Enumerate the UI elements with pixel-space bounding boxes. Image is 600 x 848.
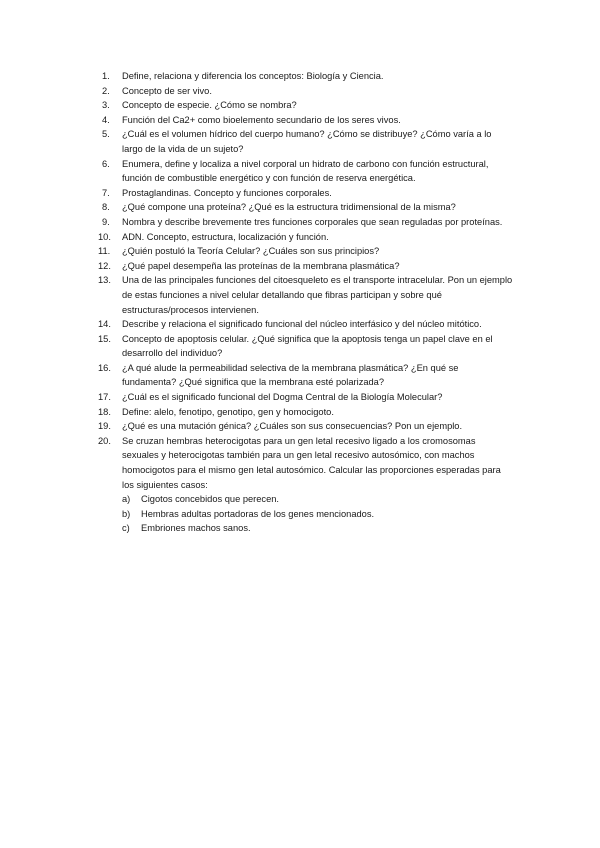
list-item: [0, 186, 600, 201]
item-text: Prostaglandinas. Concepto y funciones corporales.: [122, 187, 332, 198]
item-number: 5.: [102, 129, 110, 140]
item-text: Función del Ca2+ como bioelemento secundario de los seres vivos.: [122, 114, 401, 125]
list-item: [0, 113, 600, 128]
item-text: ¿Quién postuló la Teoría Celular? ¿Cuáles son sus principios?: [122, 246, 380, 257]
list-item: [0, 200, 600, 215]
item-number: 3.: [102, 100, 110, 111]
item-text: ¿Qué compone una proteína? ¿Qué es la estructura tridimensional de la misma?: [122, 202, 456, 213]
list-item: [0, 230, 600, 245]
item-number: 20.: [98, 435, 111, 446]
item-number: 8.: [102, 202, 110, 213]
item-text: ¿Qué papel desempeña las proteínas de la membrana plasmática?: [122, 260, 400, 271]
item-number: 16.: [98, 362, 111, 373]
item-number: 14.: [98, 319, 111, 330]
sub-case-letter: a): [122, 494, 131, 505]
sub-case-text: Hembras adultas portadoras de los genes mencionados.: [141, 508, 375, 519]
list-item: [0, 259, 600, 274]
item-number: 15.: [98, 333, 111, 344]
sub-case-item: [122, 507, 514, 522]
list-item: [0, 361, 600, 390]
list-item: [0, 419, 600, 434]
sub-case-letter: c): [122, 523, 130, 534]
item-number: 4.: [102, 114, 110, 125]
item-number: 18.: [98, 406, 111, 417]
list-item: [0, 273, 600, 317]
list-item: [0, 390, 600, 405]
item-number: 17.: [98, 392, 111, 403]
item-number: 2.: [102, 85, 110, 96]
list-item: [0, 69, 600, 84]
list-item: [0, 244, 600, 259]
question-list: [0, 69, 600, 536]
item-number: 13.: [98, 275, 111, 286]
item-text: Concepto de apoptosis celular. ¿Qué significa que la apoptosis tenga un papel clave en el desarrollo del individuo?: [122, 333, 493, 359]
list-item: [0, 215, 600, 230]
item-text: Define, relaciona y diferencia los conceptos: Biología y Ciencia.: [122, 71, 384, 81]
list-item: [0, 84, 600, 99]
item-text: Enumera, define y localiza a nivel corporal un hidrato de carbono con función estructural, función de combustible energético y con función de reserva energética.: [122, 158, 489, 184]
list-item: [0, 98, 600, 113]
sub-case-text: Cigotos concebidos que perecen.: [141, 494, 279, 505]
list-item: [0, 332, 600, 361]
item-number: 19.: [98, 421, 111, 432]
item-number: 6.: [102, 158, 110, 169]
item-text: Concepto de especie. ¿Cómo se nombra?: [122, 100, 297, 111]
item-number: 7.: [102, 187, 110, 198]
item-number: 11.: [98, 246, 111, 257]
item-number: 9.: [102, 216, 110, 227]
item-text: Una de las principales funciones del citoesqueleto es el transporte intracelular. Pon un ejemplo de estas funciones a nivel celular detallando que fibras participan y sobre qué estructuras/procesos intervienen.: [122, 275, 513, 315]
item-text: Define: alelo, fenotipo, genotipo, gen y homocigoto.: [122, 406, 334, 417]
item-number: 10.: [98, 231, 111, 242]
sub-case-list: [122, 492, 514, 536]
item-text: ¿Cuál es el significado funcional del Dogma Central de la Biología Molecular?: [122, 392, 443, 403]
item-number: 12.: [98, 260, 111, 271]
item-text: Describe y relaciona el significado funcional del núcleo interfásico y del núcleo mitótico.: [122, 319, 482, 330]
list-item: [0, 434, 600, 536]
item-text: Nombra y describe brevemente tres funciones corporales que sean reguladas por proteínas.: [122, 216, 503, 227]
list-item: [0, 127, 600, 156]
item-text: ¿Cuál es el volumen hídrico del cuerpo humano? ¿Cómo se distribuye? ¿Cómo varía a lo largo de la vida de un sujeto?: [122, 129, 492, 154]
sub-case-text: Embriones machos sanos.: [141, 523, 251, 534]
item-text: ¿A qué alude la permeabilidad selectiva de la membrana plasmática? ¿En qué se fundamenta? ¿Qué significa que la membrana esté polarizada?: [122, 362, 459, 388]
sub-case-item: [122, 492, 514, 507]
item-text: ¿Qué es una mutación génica? ¿Cuáles son sus consecuencias? Pon un ejemplo.: [122, 421, 463, 432]
list-item: [0, 317, 600, 332]
item-text: ADN. Concepto, estructura, localización y función.: [122, 231, 329, 242]
list-item: [0, 157, 600, 186]
item-text: Concepto de ser vivo.: [122, 85, 212, 96]
sub-case-letter: b): [122, 508, 131, 519]
item-number: 1.: [102, 71, 110, 81]
list-item: [0, 405, 600, 420]
item-text: Se cruzan hembras heterocigotas para un gen letal recesivo ligado a los cromosomas sexuales y heterocigotas también para un gen letal recesivo autosómico, con machos homocigotos para el mismo gen letal autosómico. Calcular las proporciones esperadas para los siguientes casos:: [122, 435, 501, 490]
sub-case-item: [122, 521, 514, 536]
